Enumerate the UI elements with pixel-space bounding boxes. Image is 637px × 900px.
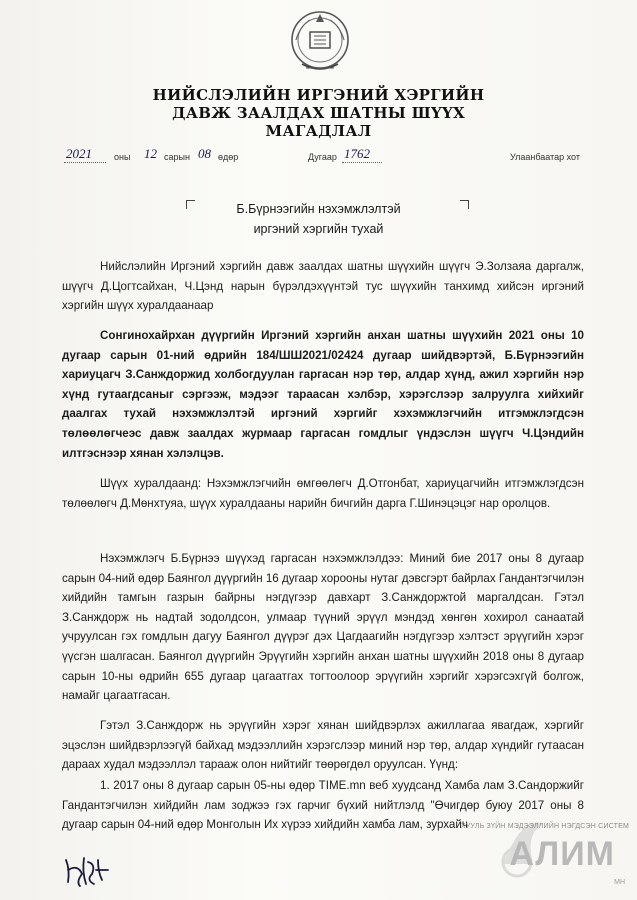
- place-label: Улаанбаатар хот: [510, 152, 580, 162]
- paragraph-list-item-1: 1. 2017 оны 8 дугаар сарын 05-ны өдөр TIME.mn веб хуудсанд Хамба лам З.Сандоржийг Гандантэгчилэн хийдийн лам зоджээ гэх гарчиг бүхий нийтлэлд "Өчигдөр буюу 2017 оны 8 дугаар сарын 04-ний өдөр Монголын Их хүрээ хийдийн хамба лам, зурхайч: [62, 779, 584, 832]
- watermark-logo-text: АЛИМ: [509, 835, 615, 873]
- case-title-line1: Б.Бүрнээгийн нэхэмжлэлтэй: [236, 202, 401, 216]
- date-year-suffix: оны: [114, 152, 131, 162]
- document-number: 1762: [344, 146, 370, 161]
- court-name-line1: НИЙСЛЭЛИЙН ИРГЭНИЙ ХЭРГИЙН: [152, 86, 485, 104]
- date-month-suffix: сарын: [164, 152, 190, 162]
- court-name-line2: ДАВЖ ЗААЛДАХ ШАТНЫ ШҮҮХ: [172, 104, 465, 122]
- number-underline: [342, 162, 382, 163]
- date-day: 08: [198, 146, 211, 161]
- paragraph-claim-continued: Гэтэл З.Санждорж нь эрүүгийн хэрэг хянан шийдвэрлэх ажиллагаа явагдаж, хэргийг эцэслэн шийдвэрлээгүй байхад мэдээллийн хэрэгслээр миний нэр төр, алдар хүндийг гутаасан дараах худал мэдээллэл тарааж олон нийтийг төөрөгдөл оруулсан. Үүнд:: [62, 719, 584, 772]
- watermark-bottom-text: МН: [614, 879, 625, 886]
- document-type: МАГАДЛАЛ: [265, 122, 372, 140]
- watermark-top-text: ХУУЛЬ ЗҮЙН МЭДЭЭЛЛИЙН НЭГДСЭН СИСТЕМ: [460, 823, 629, 830]
- case-title-line2: иргэний хэргийн тухай: [253, 222, 384, 236]
- paragraph-claim: Нэхэмжлэгч Б.Бүрнээ шүүхэд гаргасан нэхэмжлэлдээ: Миний бие 2017 оны 8 дугаар сарын 04-ний өдөр Баянгол дүүргийн 16 дугаар хорооны нутаг дэвсгэрт байрлах Гандантэгчилэн хийдийн тамгын газрын байрны нэгдүгээр давхарт З.Санждоржтой маргалдсан. Гэтэл З.Санждорж нь надтай зодолдсон, улмаар түүний эрүүл мэндэд хөнгөн хохирол санаатай учруулсан гэх гомдлын дагуу Баянгол дүүрэг дэх Цагдаагийн нэгдүгээр хэлтэст эрүүгийн хэрэг үүсгэн шалгасан. Баянгол дүүргийн Эрүүгийн хэргийн анхан шатны шүүхийн 2018 оны 8 дугаар сарын 10-ны өдрийн 655 дугаар цагаатгах тогтоолоор эрүүгийн хэргийг хэрэгсэхгүй болгож, намайг цагаатгасан.: [62, 552, 584, 703]
- date-year: 2021: [66, 146, 92, 161]
- paragraph-case-summary: Сонгинохайрхан дүүргийн Иргэний хэргийн анхан шатны шүүхийн 2021 оны 10 дугаар сарын 01-ний өдрийн 184/ШШ2021/02424 дугаар шийдвэртэй, Б.Бүрнээгийн хариуцагч З.Санждоржид холбогдуулан гаргасан нэр төр, алдар хүнд, ажил хэргийн нэр хүнд гутаагдсаныг сэргээж, мэдээг тараасан хэлбэр, хэрэгслээр залруулга хийхийг даалгах тухай нэхэмжлэлтэй иргэний хэргийг хэхэмжлэгчийн итгэмжлэгдсэн төлөөлөгчеэс давж заалдах журмаар гаргасан гомдлыг үндэслэн шүүгч Ч.Цэндийн илтгэснээр хянан хэлэлцэв.: [62, 329, 584, 460]
- date-month: 12: [144, 146, 157, 161]
- signature-mark: [62, 852, 112, 888]
- number-label: Дугаар: [308, 152, 337, 162]
- date-day-suffix: өдөр: [218, 152, 239, 162]
- paragraph-court-composition: Нийслэлийн Иргэний хэргийн давж заалдах шатны шүүхийн шүүгч Э.Золзаяа даргалж, шүүгч Д.Цогтсайхан, Ч.Цэнд нарын бүрэлдэхүүнтэй тус шүүхийн танхимд хийсэн иргэний хэргийн шүүх хуралдаанаар: [62, 260, 584, 313]
- state-emblem-icon: [288, 6, 352, 78]
- date-underline: [64, 162, 106, 163]
- paragraph-participants: Шүүх хуралдаанд: Нэхэмжлэгчийн өмгөөлөгч Д.Отгонбат, хариуцагчийн итгэмжлэгдсэн төлөөлөгч Д.Мөнхтуяа, шүүх хуралдааны нарийн бичгийн дарга Г.Шинэцэцэг нар оролцов.: [62, 477, 584, 510]
